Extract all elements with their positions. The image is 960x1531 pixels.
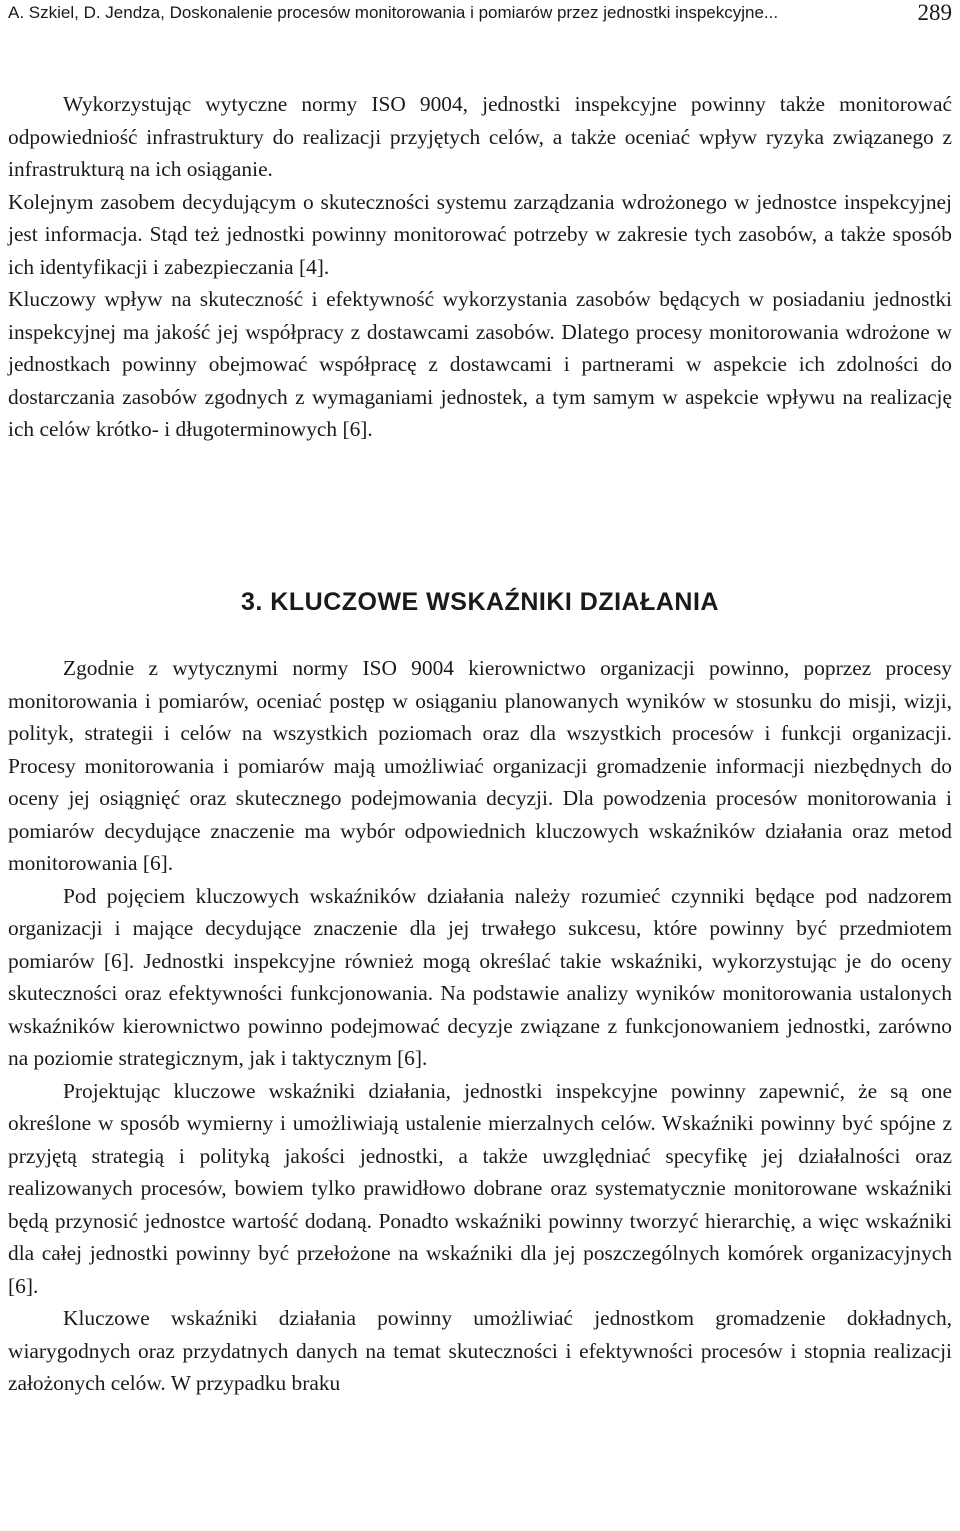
section-text (8, 652, 952, 1400)
paragraph-kpi-data: Kluczowe wskaźniki działania powinny umożliwiać jednostkom gromadzenie dokładnych, wiarygodnych oraz przydatnych danych na temat skuteczności i efektywności procesów i stopnia realizacji założonych celów. W przypadku braku (8, 1306, 952, 1395)
paragraph-kpi-definition: Pod pojęciem kluczowych wskaźników działania należy rozumieć czynniki będące pod nadzorem organizacji i mające decydujące znaczenie dla jej trwałego sukcesu, które powinny być przedmiotem pomiarów [6]. Jednostki inspekcyjne również mogą określać takie wskaźniki, wykorzystując je do oceny skuteczności oraz efektywności funkcjonowania. Na podstawie analizy wyników monitorowania ustalonych wskaźników kierownictwo powinno podejmować decyzje związane z funkcjonowaniem jednostki, zarówno na poziomie strategicznym, jak i taktycznym [6]. (8, 883, 952, 1070)
paragraph-information: Kolejnym zasobem decydującym o skuteczności systemu zarządzania wdrożonego w jednostce inspekcyjnej jest informacja. Stąd też jednostki powinny monitorować potrzeby w zakresie tych zasobów, a także sposób ich identyfikacji i zabezpieczania [4]. (8, 189, 952, 279)
intro-text (8, 88, 952, 446)
page-number: 289 (917, 0, 952, 25)
paragraph-iso-guidelines: Zgodnie z wytycznymi normy ISO 9004 kierownictwo organizacji powinno, poprzez procesy monitorowania i pomiarów, oceniać postęp w osiąganiu planowanych wyników w stosunku do misji, wizji, polityk, strategii i celów na wszystkich poziomach oraz dla wszystkich procesów i funkcji organizacji. Procesy monitorowania i pomiarów mają umożliwiać organizacji gromadzenie informacji niezbędnych do oceny jej osiągnięć oraz skutecznego podejmowania decyzji. Dla powodzenia procesów monitorowania i pomiarów decydujące znaczenie ma wybór odpowiednich kluczowych wskaźników działania oraz metod monitorowania [6]. (8, 656, 952, 875)
paragraph-kpi-design: Projektując kluczowe wskaźniki działania, jednostki inspekcyjne powinny zapewnić, że są one określone w sposób wymierny i umożliwiają ustalenie mierzalnych celów. Wskaźniki powinny być spójne z przyjętą strategią i polityką jakości jednostki, a także uwzględniać specyfikę jej działalności oraz realizowanych procesów, bowiem tylko prawidłowo dobrane oraz systematycznie monitorowane wskaźniki będą przynosić jednostce wartość dodaną. Ponadto wskaźniki powinny tworzyć hierarchię, a więc wskaźniki dla całej jednostki powinny być przełożone na wskaźniki dla jej poszczególnych komórek organizacyjnych [6]. (8, 1078, 952, 1298)
paragraph-suppliers: Kluczowy wpływ na skuteczność i efektywność wykorzystania zasobów będących w posiadaniu jednostki inspekcyjnej ma jakość jej współpracy z dostawcami zasobów. Dlatego procesy monitorowania wdrożone w jednostkach powinny obejmować współpracę z dostawcami i partnerami w aspekcie ich zdolności do dostarczania zasobów zgodnych z wymaganiami jednostek, a tym samym w aspekcie wpływu na realizację ich celów krótko- i długoterminowych [6]. (8, 287, 952, 441)
running-header (8, 0, 952, 26)
paragraph-infrastructure: Wykorzystując wytyczne normy ISO 9004, jednostki inspekcyjne powinny także monitorować odpowiedniość infrastruktury do realizacji przyjętych celów, a także oceniać wpływ ryzyka związanego z infrastrukturą na ich osiąganie. (8, 92, 952, 181)
running-title: A. Szkiel, D. Jendza, Doskonalenie procesów monitorowania i pomiarów przez jednostki inspekcyjne... (8, 3, 779, 22)
section-heading: 3. KLUCZOWE WSKAŹNIKI DZIAŁANIA (241, 588, 719, 616)
document-page (8, 0, 952, 1531)
